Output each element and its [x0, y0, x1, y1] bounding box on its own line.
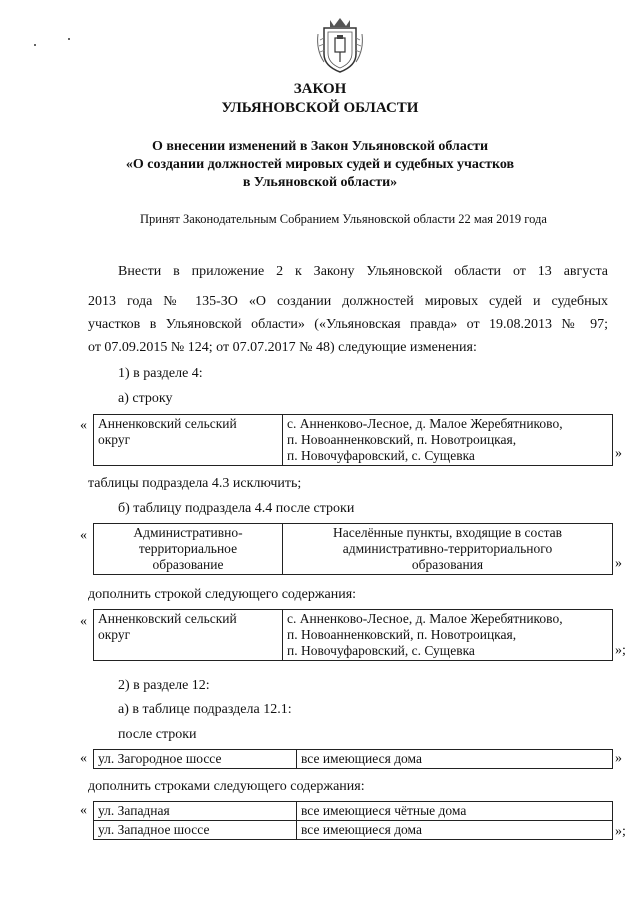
table-cell: ул. Западная: [94, 802, 297, 821]
table-3: [93, 609, 613, 661]
item-2: 2) в разделе 12:: [118, 678, 210, 693]
open-quote: «: [80, 751, 87, 766]
cell-text: Анненковский сельский: [98, 611, 237, 626]
table-row: [94, 821, 613, 840]
table-cell: [283, 415, 613, 466]
close-quote: »: [615, 556, 622, 571]
item-1b: б) таблицу подраздела 4.4 после строки: [118, 501, 355, 516]
table-cell: ул. Западное шоссе: [94, 821, 297, 840]
table-2: [93, 523, 613, 575]
law-heading: ЗАКОН: [293, 81, 347, 97]
table-4: [93, 749, 613, 769]
table-cell: все имеющиеся дома: [297, 750, 613, 769]
adoption-note: Принят Законодательным Собранием Ульяновской области 22 мая 2019 года: [140, 212, 547, 226]
cell-text: Анненковский сельский: [98, 416, 237, 431]
open-quote: «: [80, 614, 87, 629]
cell-text: образования: [411, 557, 484, 572]
table-row: [94, 610, 613, 661]
intro-line-2: 2013 года № 135-ЗО «О создании должностей мировых судей и судебных: [88, 294, 608, 309]
table-cell: ул. Загородное шоссе: [94, 750, 297, 769]
table-5: [93, 801, 613, 840]
item-1a: а) строку: [118, 391, 173, 406]
cell-text: территориальное: [138, 541, 238, 556]
cell-text: п. Новочуфаровский, с. Сущевка: [287, 448, 475, 463]
cell-text: с. Анненково-Лесное, д. Малое Жеребятниково,: [287, 416, 563, 431]
close-quote-semicolon: »;: [615, 824, 626, 839]
cell-text: с. Анненково-Лесное, д. Малое Жеребятниково,: [287, 611, 563, 626]
supplement-2: дополнить строками следующего содержания:: [88, 779, 365, 794]
intro-line-3: участков в Ульяновской области» («Ульяновская правда» от 19.08.2013 № 97;: [88, 317, 608, 332]
table-row: [94, 802, 613, 821]
table-header-cell: [283, 524, 613, 575]
table-cell: [94, 415, 283, 466]
supplement-1: дополнить строкой следующего содержания:: [88, 587, 357, 602]
cell-text: п. Новоанненковский, п. Новотроицкая,: [287, 432, 517, 447]
coat-of-arms: [314, 14, 366, 76]
scan-speck: [34, 44, 36, 46]
intro-line-1: Внести в приложение 2 к Закону Ульяновской области от 13 августа: [118, 264, 608, 279]
table-1: [93, 414, 613, 466]
open-quote: «: [80, 528, 87, 543]
open-quote: «: [80, 803, 87, 818]
table-cell: [283, 610, 613, 661]
cell-text: Административно-: [133, 525, 243, 540]
cell-text: п. Новоанненковский, п. Новотроицкая,: [287, 627, 517, 642]
close-quote-semicolon: »;: [615, 643, 626, 658]
table-cell: [94, 610, 283, 661]
after-row-text: после строки: [118, 727, 197, 742]
table-row: [94, 750, 613, 769]
close-quote: »: [615, 446, 622, 461]
intro-line-4: от 07.09.2015 № 124; от 07.07.2017 № 48) следующие изменения:: [88, 340, 477, 355]
cell-text: п. Новочуфаровский, с. Сущевка: [287, 643, 475, 658]
table-header-cell: [94, 524, 283, 575]
exclude-text: таблицы подраздела 4.3 исключить;: [88, 476, 302, 491]
scan-speck: [68, 38, 70, 40]
item-2a: а) в таблице подраздела 12.1:: [118, 702, 292, 717]
coat-of-arms-icon: [314, 14, 366, 76]
item-1: 1) в разделе 4:: [118, 366, 203, 381]
table-row: [94, 415, 613, 466]
table-cell: все имеющиеся чётные дома: [297, 802, 613, 821]
cell-text: округ: [98, 432, 131, 447]
close-quote: »: [615, 751, 622, 766]
cell-text: образование: [152, 557, 224, 572]
table-header-row: [94, 524, 613, 575]
subtitle-line-1: О внесении изменений в Закон Ульяновской области: [151, 139, 489, 154]
open-quote: «: [80, 418, 87, 433]
region-heading: УЛЬЯНОВСКОЙ ОБЛАСТИ: [221, 100, 419, 116]
subtitle-line-2: «О создании должностей мировых судей и судебных участков: [125, 157, 515, 172]
table-cell: все имеющиеся дома: [297, 821, 613, 840]
cell-text: Населённые пункты, входящие в состав: [332, 525, 563, 540]
subtitle-line-3: в Ульяновской области»: [242, 175, 398, 190]
cell-text: административно-территориального: [342, 541, 553, 556]
cell-text: округ: [98, 627, 131, 642]
